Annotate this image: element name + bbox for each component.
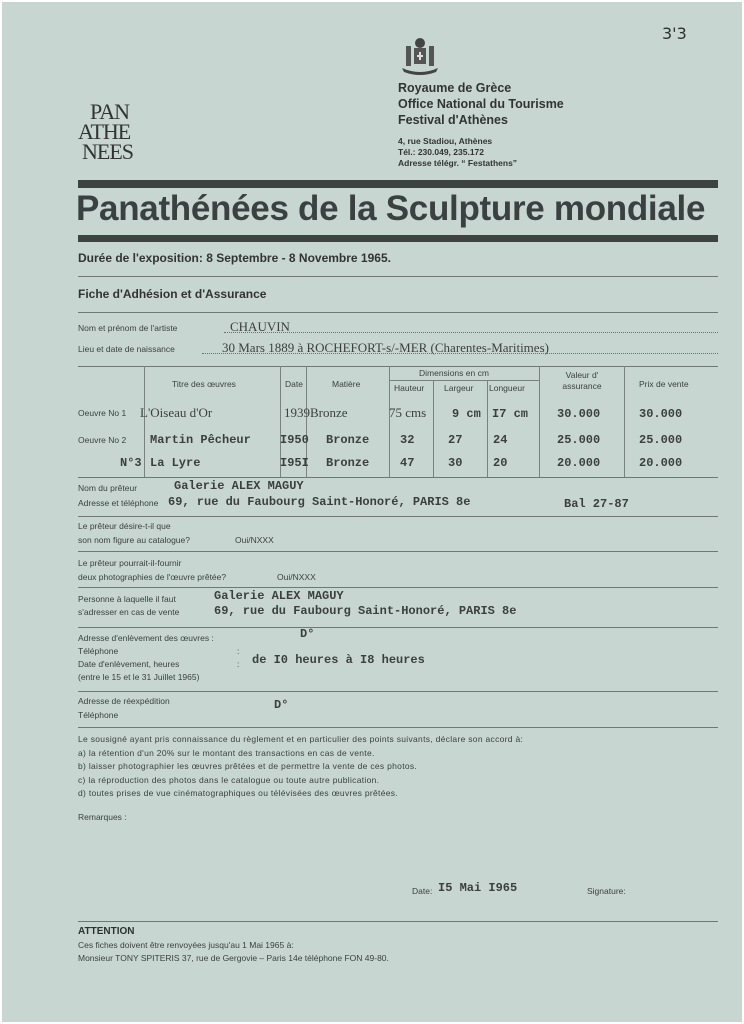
signature-label: Signature: xyxy=(587,886,626,896)
row-height[interactable]: 75 cms xyxy=(389,405,427,420)
contact-label: Personne à laquelle il faut xyxy=(78,594,176,604)
address-line: Tél.: 230.049, 235.172 xyxy=(398,147,485,157)
org-block xyxy=(398,80,564,128)
catalogue-answer[interactable]: Oui/NXXX xyxy=(235,535,274,545)
pickup-phone-label: Téléphone xyxy=(78,646,119,656)
colon: : xyxy=(237,659,240,669)
row-date[interactable]: I95I xyxy=(280,456,309,470)
row-price[interactable]: 20.000 xyxy=(639,456,683,470)
row-height[interactable]: 32 xyxy=(400,433,415,447)
row-width[interactable]: 27 xyxy=(448,433,463,447)
row-material[interactable]: Bronze xyxy=(326,456,370,470)
row-length[interactable]: I7 cm xyxy=(492,407,529,421)
row-insurance[interactable]: 20.000 xyxy=(557,456,601,470)
attention-line: Monsieur TONY SPITERIS 37, rue de Gergovie – Paris 14e téléphone FON 49-80. xyxy=(78,953,389,963)
colon: : xyxy=(237,646,240,656)
table-top-rule xyxy=(78,366,718,367)
row-label: Oeuvre No 1 xyxy=(78,408,127,418)
page-number: 3'3 xyxy=(662,24,687,43)
terms-item: b) laisser photographier les œuvres prêtées et de permettre la vente de ces photos. xyxy=(78,761,418,771)
pickup-date-label: Date d'enlèvement, heures xyxy=(78,659,180,669)
col-divider xyxy=(539,366,540,478)
lender-phone-value[interactable]: Bal 27-87 xyxy=(564,497,629,511)
row-insurance[interactable]: 25.000 xyxy=(557,433,601,447)
rule xyxy=(78,516,718,517)
divider-bar xyxy=(78,180,718,188)
contact-value[interactable]: 69, rue du Faubourg Saint-Honoré, PARIS 8e xyxy=(214,604,517,618)
artist-value[interactable]: CHAUVIN xyxy=(230,319,290,334)
document-title: Panathénées de la Sculpture mondiale xyxy=(76,189,706,228)
row-title[interactable]: L'Oiseau d'Or xyxy=(140,405,213,420)
col-price: Prix de vente xyxy=(639,379,689,389)
pickup-address-label: Adresse d'enlèvement des œuvres : xyxy=(78,633,214,643)
col-date: Date xyxy=(285,379,303,389)
date-value[interactable]: I5 Mai I965 xyxy=(438,881,518,895)
greek-crest-icon xyxy=(398,36,442,78)
attention-line: Ces fiches doivent être renvoyées jusqu'au 1 Mai 1965 à: xyxy=(78,940,294,950)
attention-title: ATTENTION xyxy=(78,926,135,937)
col-divider xyxy=(624,366,625,478)
catalogue-question: Le prêteur désire-t-il que xyxy=(78,521,171,531)
col-divider xyxy=(433,380,434,478)
document-page xyxy=(2,2,742,1022)
return-address-label: Adresse de réexpédition xyxy=(78,696,170,706)
rule xyxy=(78,727,718,728)
lender-address-value[interactable]: 69, rue du Faubourg Saint-Honoré, PARIS 8e xyxy=(168,495,471,509)
logo-line: PAN xyxy=(90,99,129,124)
row-price[interactable]: 30.000 xyxy=(639,407,683,421)
address-line: 4, rue Stadiou, Athènes xyxy=(398,136,493,146)
logo xyxy=(78,99,133,164)
col-divider xyxy=(144,366,145,478)
terms-block xyxy=(78,733,523,801)
terms-item: a) la rétention d'un 20% sur le montant des transactions en cas de vente. xyxy=(78,747,375,758)
org-line: Royaume de Grèce xyxy=(398,81,512,95)
birth-label: Lieu et date de naissance xyxy=(78,344,175,354)
pickup-hours-value[interactable]: de I0 heures à I8 heures xyxy=(252,653,425,667)
lender-address-label: Adresse et téléphone xyxy=(78,498,159,508)
table-bottom-rule xyxy=(78,477,718,478)
photos-question: deux photographies de l'œuvre prêtée? xyxy=(78,572,227,582)
logo-line: ATHE xyxy=(78,119,131,144)
birth-value[interactable]: 30 Mars 1889 à ROCHEFORT-s/-MER (Charentes-Maritimes) xyxy=(222,340,549,355)
col-divider xyxy=(389,366,390,478)
rule xyxy=(78,551,718,552)
lender-name-value[interactable]: Galerie ALEX MAGUY xyxy=(174,479,304,493)
artist-label: Nom et prénom de l'artiste xyxy=(78,323,178,333)
col-divider xyxy=(487,380,488,478)
row-material[interactable]: Bronze xyxy=(326,433,370,447)
pickup-address-value[interactable]: D° xyxy=(300,627,315,641)
address-line: Adresse télégr. “ Festathens” xyxy=(398,158,518,168)
row-material[interactable]: Bronze xyxy=(310,405,348,420)
org-line: Office National du Tourisme xyxy=(398,97,564,111)
col-material: Matière xyxy=(332,379,361,389)
col-dimensions: Dimensions en cm xyxy=(419,368,489,378)
rule xyxy=(389,380,539,381)
contact-value[interactable]: Galerie ALEX MAGUY xyxy=(214,589,344,603)
row-height[interactable]: 47 xyxy=(400,456,415,470)
terms-item: d) toutes prises de vue cinématographiques ou télévisées des œuvres prêtées. xyxy=(78,788,398,798)
pickup-period-note: (entre le 15 et le 31 Juillet 1965) xyxy=(78,672,200,682)
org-line: Festival d'Athènes xyxy=(398,113,508,127)
row-label: Oeuvre No 2 xyxy=(78,435,127,445)
rule xyxy=(78,921,718,922)
rule xyxy=(78,312,718,313)
contact-label: s'adresser en cas de vente xyxy=(78,607,180,617)
rule xyxy=(78,276,718,277)
logo-line: NEES xyxy=(82,139,133,164)
catalogue-question: son nom figure au catalogue? xyxy=(78,535,190,545)
rule xyxy=(78,627,718,628)
terms-item: c) la réproduction des photos dans le catalogue ou toute autre publication. xyxy=(78,774,380,785)
col-length: Longueur xyxy=(489,383,525,393)
rule xyxy=(78,691,718,692)
row-price[interactable]: 25.000 xyxy=(639,433,683,447)
row-length[interactable]: 20 xyxy=(493,456,508,470)
row-date[interactable]: I950 xyxy=(280,433,309,447)
date-label: Date: xyxy=(412,886,433,896)
col-title: Titre des œuvres xyxy=(172,379,236,389)
row-title[interactable]: La Lyre xyxy=(150,456,201,470)
artist-field-line xyxy=(224,332,718,333)
org-address xyxy=(398,136,517,169)
form-title: Fiche d'Adhésion et d'Assurance xyxy=(78,287,267,301)
col-width: Largeur xyxy=(444,383,474,393)
photos-question: Le prêteur pourrait-il-fournir xyxy=(78,558,182,568)
row-date[interactable]: 1939 xyxy=(284,405,310,420)
row-length[interactable]: 24 xyxy=(493,433,508,447)
row-label[interactable]: N°3 xyxy=(120,456,142,470)
col-height: Hauteur xyxy=(394,383,425,393)
rule xyxy=(78,587,718,588)
row-width[interactable]: 30 xyxy=(448,456,463,470)
col-insurance: Valeur d' assurance xyxy=(562,370,602,391)
lender-name-label: Nom du prêteur xyxy=(78,483,138,493)
terms-intro: Le sousigné ayant pris connaissance du règlement et en particulier des points suivants, déclare son accord à: xyxy=(78,734,524,744)
row-width[interactable]: 9 cm xyxy=(452,407,481,421)
photos-answer[interactable]: Oui/NXXX xyxy=(277,572,316,582)
row-insurance[interactable]: 30.000 xyxy=(557,407,601,421)
remarks-label: Remarques : xyxy=(78,812,127,822)
row-title[interactable]: Martin Pêcheur xyxy=(150,433,251,447)
exhibition-duration: Durée de l'exposition: 8 Septembre - 8 Novembre 1965. xyxy=(78,251,391,265)
return-address-value[interactable]: D° xyxy=(274,698,289,712)
return-phone-label: Téléphone xyxy=(78,710,119,720)
divider-bar xyxy=(78,235,718,242)
